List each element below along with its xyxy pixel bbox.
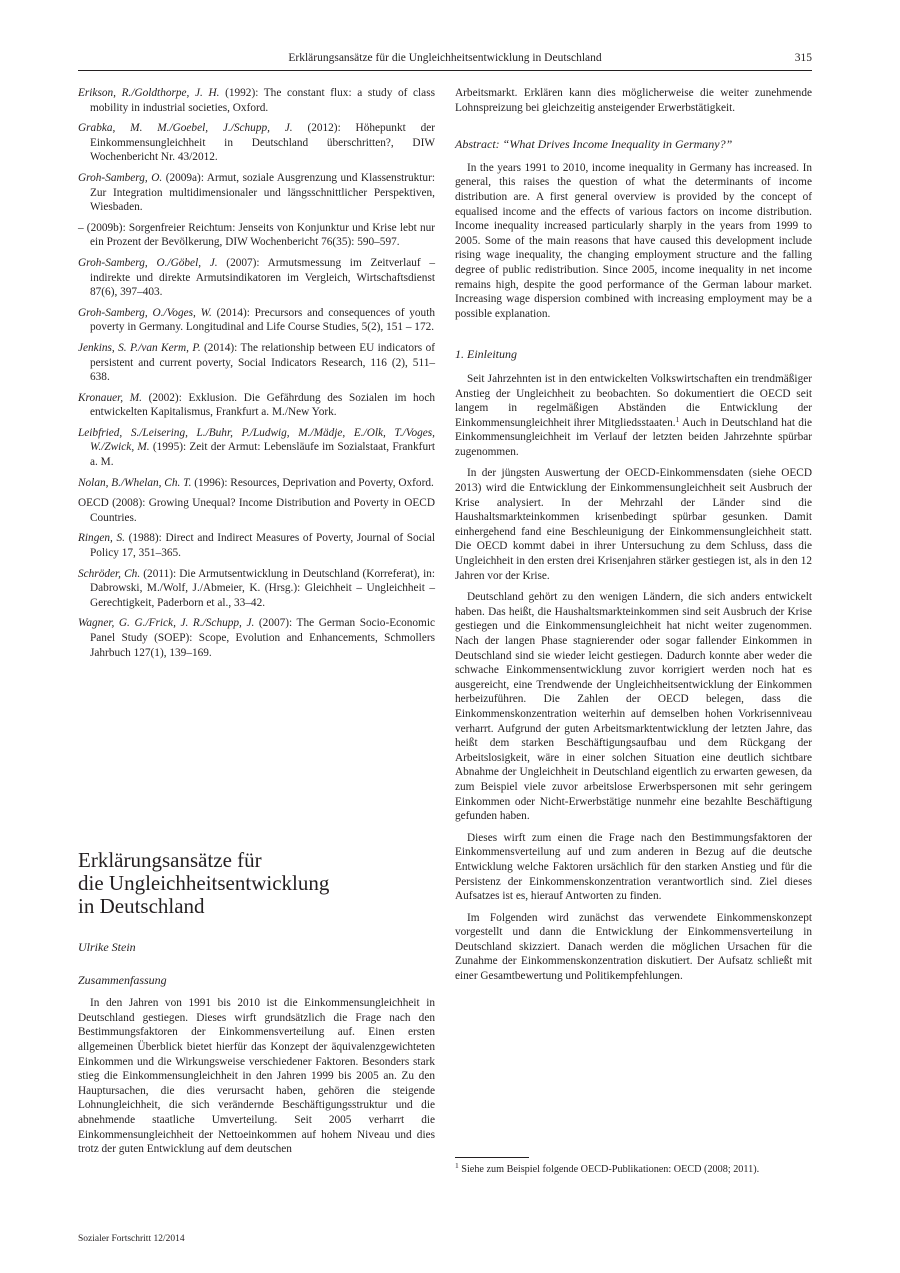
left-column (78, 86, 435, 1157)
reference-authors: Jenkins, S. P./van Kerm, P. (78, 341, 201, 354)
intro-paragraph (455, 372, 812, 460)
footnote (455, 1163, 812, 1176)
reference-text: (2007): The German Socio-Economic Panel Study (SOEP): Scope, Evolution and Enhancements, Schmollers Jahrbuch 127(1), 139–169. (90, 617, 436, 659)
reference-authors: Groh-Samberg, O./Göbel, J. (78, 256, 218, 269)
summary-paragraph: In den Jahren von 1991 bis 2010 ist die Einkommensungleichheit in Deutschland gestiegen. Dieses wirft grundsätzlich die Frage nach den Bestimmungsfaktoren der Einkommensverteilung auf. Einen ersten allgemeinen Überblick bietet hierfür das Konzept der äquivalenzgewichteten Einkommen und die Wirkungsweise verschiedener Faktoren. Besonders stark stieg die Einkommensungleichheit in den Jahren 1999 bis 2005 an. Zu den Hauptursachen, die dies verursacht haben, gehören die steigende Lohnungleichheit, die sich verändernde Beschäftigungsstruktur und die abnehmende staatliche Umverteilung. Seit 2005 verharrt die Einkommensungleichheit der Nettoeinkommen auf hohem Niveau und dies trotz der guten Entwicklung auf dem deutschen (78, 997, 435, 1156)
reference-text: (2009a): Armut, soziale Ausgrenzung und Klassenstruktur: Zur Integration multidimensionaler und längsschnittlicher Perspektiven, Wiesbaden. (90, 171, 435, 214)
reference-item (78, 426, 435, 470)
article-title-line: Erklärungsansätze für (78, 848, 262, 872)
reference-authors: Groh-Samberg, O. (78, 171, 163, 184)
journal-footer: Sozialer Fortschritt 12/2014 (78, 1234, 185, 1244)
intro-paragraph: In der jüngsten Auswertung der OECD-Einkommensdaten (siehe OECD 2013) wird die Entwicklung der Einkommensungleichheit seit Ausbruch der Krise analysiert. In der Mehrzahl der Länder sind die Haushaltsmarkteinkommen krisenbedingt spürbar gesunken. Damit einhergehend fand eine Beschleunigung der Einkommensungleichheit statt. Die OECD kommt dabei in ihrer Untersuchung zu dem Schluss, dass die Ungleichheit in den ersten drei Krisenjahren stärker gestiegen ist, als in den 12 Jahren vor der Krise. (455, 467, 812, 582)
reference-item (78, 567, 435, 611)
footnote-text: Siehe zum Beispiel folgende OECD-Publikationen: OECD (2008; 2011). (458, 1164, 760, 1175)
intro-text: Auch in Deutschland hat die Einkommensungleichheit im Verlauf der letzten beiden Jahrzehnte spürbar zugenommen. (455, 416, 812, 458)
reference-text: (1992): The constant flux: a study of class mobility in industrial societies, Oxford. (90, 87, 435, 114)
reference-item (78, 256, 435, 300)
footnote-divider (455, 1157, 529, 1158)
reference-item (78, 391, 435, 420)
reference-item (78, 616, 435, 660)
reference-text: (2014): Precursors and consequences of youth poverty in Germany. Longitudinal and Life Course Studies, 5(2), 151 – 172. (90, 306, 435, 334)
summary-paragraph-continued: Arbeitsmarkt. Erklären kann dies möglicherweise die weiter zunehmende Lohnspreizung bei gleichzeitig ansteigender Erwerbstätigkeit. (455, 87, 812, 114)
reference-item (78, 86, 435, 115)
article-author: Ulrike Stein (78, 940, 136, 954)
reference-authors: Groh-Samberg, O./Voges, W. (78, 306, 212, 319)
section-heading: 1. Einleitung (455, 347, 517, 362)
summary-heading: Zusammenfassung (78, 972, 167, 987)
reference-authors: Kronauer, M. (78, 391, 142, 404)
running-title: Erklärungsansätze für die Ungleichheitsentwicklung in Deutschland (288, 52, 602, 64)
reference-item (78, 476, 435, 491)
intro-paragraph: Im Folgenden wird zunächst das verwendete Einkommenskonzept vorgestellt und dann die Entwicklung der Einkommensverteilung in Deutschland skizziert. Danach werden die möglichen Ursachen für die Zunahme der Einkommenskonzentration diskutiert. Der Aufsatz schließt mit einer Gesamtbewertung und Politikempfehlungen. (455, 911, 812, 983)
reference-text: (2007): Armutsmessung im Zeitverlauf – indirekte und direkte Armutsindikatoren im Vergleich, Wirtschaftsdienst 87(6), 397–403. (90, 256, 435, 299)
footnote-reference: 1 (675, 414, 680, 424)
reference-text: (2014): The relationship between EU indicators of persistent and current poverty, Social Indicators Research, 116 (2), 511–638. (90, 341, 435, 384)
reference-item (78, 121, 435, 165)
reference-text: (2012): Höhepunkt der Einkommensungleichheit in Deutschland überschritten?, DIW Wochenbericht Nr. 43/2012. (90, 122, 436, 164)
article-title-line: die Ungleichheitsentwicklung (78, 871, 330, 895)
reference-authors: Nolan, B./Whelan, Ch. T. (78, 476, 192, 489)
reference-authors: Ringen, S. (78, 532, 125, 545)
reference-text: (2002): Exklusion. Die Gefährdung des Sozialen im hoch entwickelten Kapitalismus, Frankfurt a. M./New York. (90, 391, 435, 419)
reference-text: (2011): Die Armutsentwicklung in Deutschland (Korreferat), in: Dabrowski, M./Wolf, J./Abmeier, K. (Hrsg.): Gleichheit – Ungleichheit – Gerechtigkeit, Paderborn et al., 33–42. (90, 567, 435, 609)
reference-authors: Wagner, G. G./Frick, J. R./Schupp, J. (78, 617, 255, 630)
reference-item (78, 531, 435, 560)
reference-text: OECD (2008): Growing Unequal? Income Distribution and Poverty in OECD Countries. (78, 497, 435, 524)
reference-item (78, 171, 435, 215)
reference-text: (1988): Direct and Indirect Measures of Poverty, Journal of Social Policy 17, 351–365. (90, 532, 436, 560)
right-column (455, 86, 812, 984)
footnote-mark: 1 (455, 1161, 459, 1170)
reference-item (78, 496, 435, 525)
reference-authors: Leibfried, S./Leisering, L./Buhr, P./Ludwig, M./Mädje, E./Olk, T./Voges, W./Zwick, M. (78, 426, 435, 454)
intro-paragraph: Dieses wirft zum einen die Frage nach den Bestimmungsfaktoren der Einkommensverteilung auf und zum anderen in Bezug auf die deutsche Entwicklung welche Faktoren ursächlich für den starken Anstieg und für die Persistenz der Einkommenskonzentration verantwortlich sind. Ziel dieses Aufsatzes ist es, hierauf Antworten zu finden. (455, 831, 812, 903)
article-title-line: in Deutschland (78, 894, 205, 918)
reference-list (78, 86, 435, 721)
abstract-paragraph: In the years 1991 to 2010, income inequality in Germany has increased. In general, this raises the question of what the determinants of income distribution are. A first general overview is provided by the concept of equalised income and the effects of various factors on income distribution. Income inequality increased particularly sharply in the years from 1999 to 2005. Some of the main reasons that have caused this development include rising wage inequality, the changing employment structure and the falling degree of public redistribution. Since 2005, income inequality in net income remains high, despite the good performance of the German labour market. Increasing wage dispersion combined with increasing employment may be a possible explanation. (455, 161, 812, 320)
reference-authors: Grabka, M. M./Goebel, J./Schupp, J. (78, 122, 293, 135)
reference-text: (1996): Resources, Deprivation and Poverty, Oxford. (191, 476, 434, 489)
intro-paragraph: Deutschland gehört zu den wenigen Ländern, die sich anders entwickelt haben. Das heißt, die Haushaltsmarkteinkommen sind seit Ausbruch der Krise gestiegen und die Einkommensungleichheit hat nicht weiter zugenommen. Nach der langen Phase stagnierender oder sogar fallender Einkommen in Deutschland sind sie wieder leicht gestiegen. Dadurch konnte aber weder die schwache Einkommensentwicklung zuvor korrigiert werden noch hat es ausgereicht, eine Trendwende der Ungleichheitsentwicklung der Einkommen herbeizuführen. Die Zahlen der OECD belegen, dass die Einkommenskonzentration weiterhin auf demselben hohen Vorkrisenniveau verharrt. Aufgrund der guten Arbeitsmarktentwicklung der letzten Jahre, das heißt dem starken Beschäftigungsaufbau und dem Rückgang der Arbeitslosigkeit, wäre in einer solchen Situation eine deutlich sichtbare Abnahme der Ungleichheit in Deutschland eigentlich zu erwarten gewesen, da zum Beispiel viele zuvor arbeitslose Erwerbspersonen mit sehr geringem Einkommen oder Nicht-Erwerbstätige nunmehr eine bezahlte Beschäftigung gefunden haben. (455, 591, 812, 823)
reference-authors: Erikson, R./Goldthorpe, J. H. (78, 87, 220, 99)
intro-text: Seit Jahrzehnten ist in den entwickelten Volkswirtschaften ein trendmäßiger Anstieg der Ungleichheit zu beobachten. So dokumentiert die OECD seit langem in regelmäßigen Abständen die Entwicklung der Einkommensungleichheit ihrer Mitgliedsstaaten. (455, 372, 812, 429)
running-header (78, 50, 812, 71)
article-title (78, 849, 435, 918)
abstract-heading: Abstract: “What Drives Income Inequality in Germany?” (455, 137, 733, 152)
reference-text: – (2009b): Sorgenfreier Reichtum: Jenseits von Konjunktur und Krise lebt nur ein Prozent der Bevölkerung, DIW Wochenbericht 76(35): 590–597. (78, 221, 435, 249)
reference-text: (1995): Zeit der Armut: Lebensläufe im Sozialstaat, Frankfurt a. M. (90, 441, 435, 469)
reference-item (78, 306, 435, 335)
page-number: 315 (794, 52, 812, 64)
reference-item (78, 341, 435, 385)
reference-authors: Schröder, Ch. (78, 567, 141, 580)
reference-item (78, 221, 435, 250)
